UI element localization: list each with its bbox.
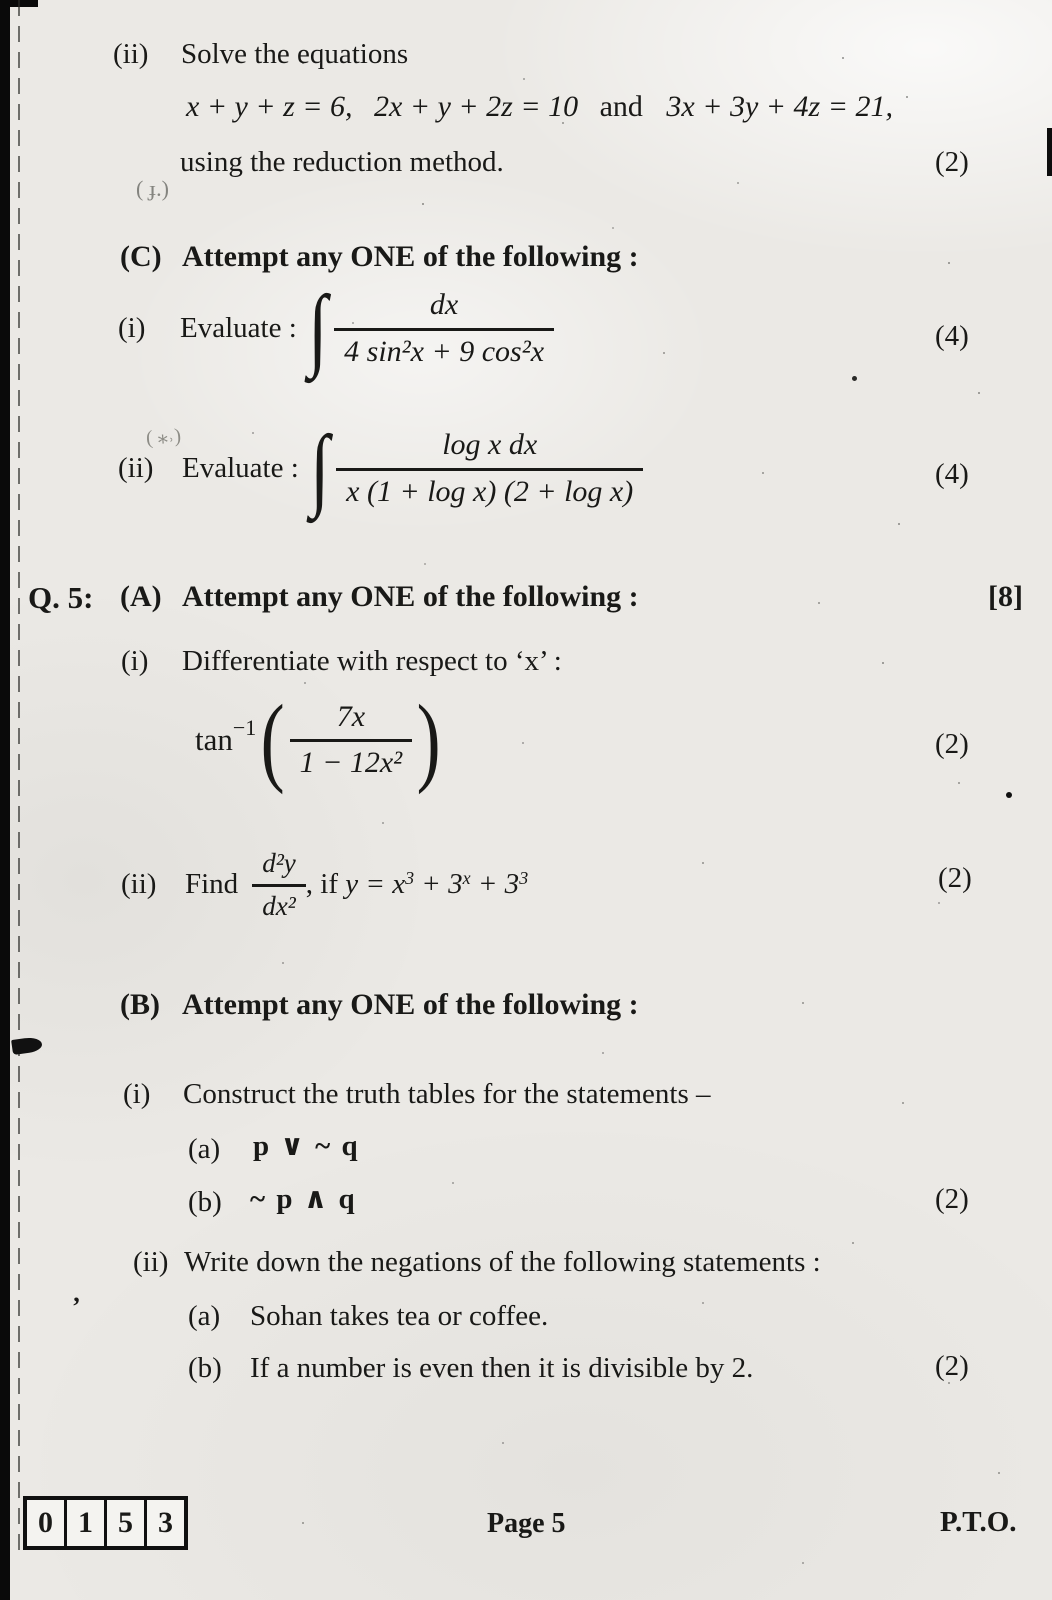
c-item-ii — [118, 416, 643, 520]
item-text-cont: using the reduction method. — [180, 146, 504, 178]
item-label: (ii) — [118, 451, 154, 484]
section-c-title: Attempt any ONE of the following : — [182, 240, 639, 273]
fraction-denominator: dx² — [252, 884, 306, 922]
integral-sign: ∫ — [309, 416, 330, 520]
section-a-label: (A) — [120, 580, 162, 613]
tail-math: y = x — [345, 868, 406, 901]
fraction-denominator: x (1 + log x) (2 + log x) — [336, 468, 643, 510]
item-text: Solve the equations — [181, 38, 409, 70]
exponent-x: x — [462, 867, 471, 888]
faint-pencil-mark: ( ɟ.) — [136, 176, 169, 201]
code-digit: 1 — [64, 1500, 104, 1546]
marks-badge: (2) — [938, 862, 972, 894]
open-paren: ( — [260, 684, 285, 795]
close-paren: ) — [416, 684, 441, 795]
fraction-numerator: log x dx — [442, 428, 538, 461]
logic-expression-b: ~ p ∧ q — [250, 1183, 357, 1215]
fraction — [334, 288, 554, 369]
pto-label: P.T.O. — [940, 1506, 1017, 1538]
and-word: and — [599, 90, 643, 123]
equation-3: 3x + 3y + 4z = 21, — [666, 90, 893, 123]
page-number: Page 5 — [487, 1508, 566, 1539]
section-b-title: Attempt any ONE of the following : — [182, 988, 639, 1021]
item-label: (ii) — [113, 38, 149, 70]
exponent: 3 — [405, 867, 415, 888]
sub-item-label: (a) — [188, 1300, 221, 1332]
fraction-denominator: 1 − 12x² — [290, 739, 413, 780]
fraction — [252, 848, 306, 922]
logic-expression-a: p ∨ ~ q — [253, 1130, 360, 1162]
fraction — [336, 428, 643, 509]
tan-expression — [195, 684, 445, 795]
marks-badge: (2) — [935, 1350, 969, 1382]
prompt-text: Construct the truth tables for the statements – — [183, 1078, 711, 1110]
sub-item-label: (a) — [188, 1133, 221, 1165]
sub-item-label: (b) — [188, 1186, 222, 1218]
item-label: (i) — [121, 645, 149, 677]
fraction-numerator: 7x — [336, 700, 366, 733]
code-digit: 0 — [38, 1506, 53, 1539]
exponent-3: 3 — [519, 867, 529, 888]
marks-badge: (2) — [935, 728, 969, 760]
item-label: (i) — [118, 311, 146, 344]
tail-text: , if — [305, 868, 346, 901]
section-c-label: (C) — [120, 240, 162, 273]
code-digit: 3 — [144, 1500, 184, 1546]
prompt-text: Evaluate : — [180, 311, 297, 344]
ink-dot-small — [852, 376, 857, 381]
a-item-ii — [121, 848, 528, 922]
statement-b: If a number is even then it is divisible by 2. — [250, 1352, 754, 1384]
section-a-title: Attempt any ONE of the following : — [182, 580, 639, 613]
function-exponent: −1 — [232, 714, 257, 740]
prompt-text: Evaluate : — [182, 451, 299, 484]
code-digit: 5 — [104, 1500, 144, 1546]
fraction-denominator: 4 sin²x + 9 cos²x — [334, 328, 554, 370]
ink-dot — [1006, 792, 1012, 798]
item-label: (ii) — [133, 1246, 169, 1278]
sub-item-label: (b) — [188, 1352, 222, 1384]
question-number: Q. 5: — [28, 580, 94, 615]
faint-pencil-mark-2: ( ⁎˒) — [145, 424, 182, 450]
formula-tail — [306, 868, 528, 901]
marks-badge: (2) — [935, 146, 969, 178]
marks-badge: (4) — [935, 458, 969, 490]
fraction-numerator: d²y — [262, 848, 296, 878]
find-word: Find — [185, 868, 239, 901]
marks-badge: (4) — [935, 320, 969, 352]
statement-a: Sohan takes tea or coffee. — [250, 1300, 549, 1332]
fraction-numerator: dx — [429, 288, 459, 321]
total-marks-badge: [8] — [988, 580, 1023, 613]
prompt-text: Write down the negations of the following statements : — [184, 1246, 821, 1278]
scan-edge-black-bar — [0, 0, 10, 1600]
tail-math-2: + 3 — [414, 868, 463, 901]
prompt-text: Differentiate with respect to ‘x’ : — [182, 645, 562, 677]
equation-1: x + y + z = 6, — [186, 90, 353, 123]
equation-line — [186, 90, 893, 125]
function-name: tan — [195, 722, 233, 757]
section-b-label: (B) — [120, 988, 160, 1021]
integral-sign: ∫ — [307, 276, 328, 380]
item-label: (ii) — [121, 868, 157, 901]
exam-code-boxes — [23, 1496, 188, 1550]
equation-2: 2x + y + 2z = 10 — [374, 90, 579, 123]
item-label: (i) — [123, 1078, 151, 1110]
scan-fold-line — [18, 0, 20, 1555]
scan-edge-right-sliver — [1047, 128, 1052, 176]
marks-badge: (2) — [935, 1183, 969, 1215]
tail-math-3: + 3 — [470, 868, 520, 901]
fraction — [290, 700, 413, 780]
c-item-i — [118, 276, 554, 380]
stray-apostrophe-mark: ’ — [72, 1292, 81, 1321]
